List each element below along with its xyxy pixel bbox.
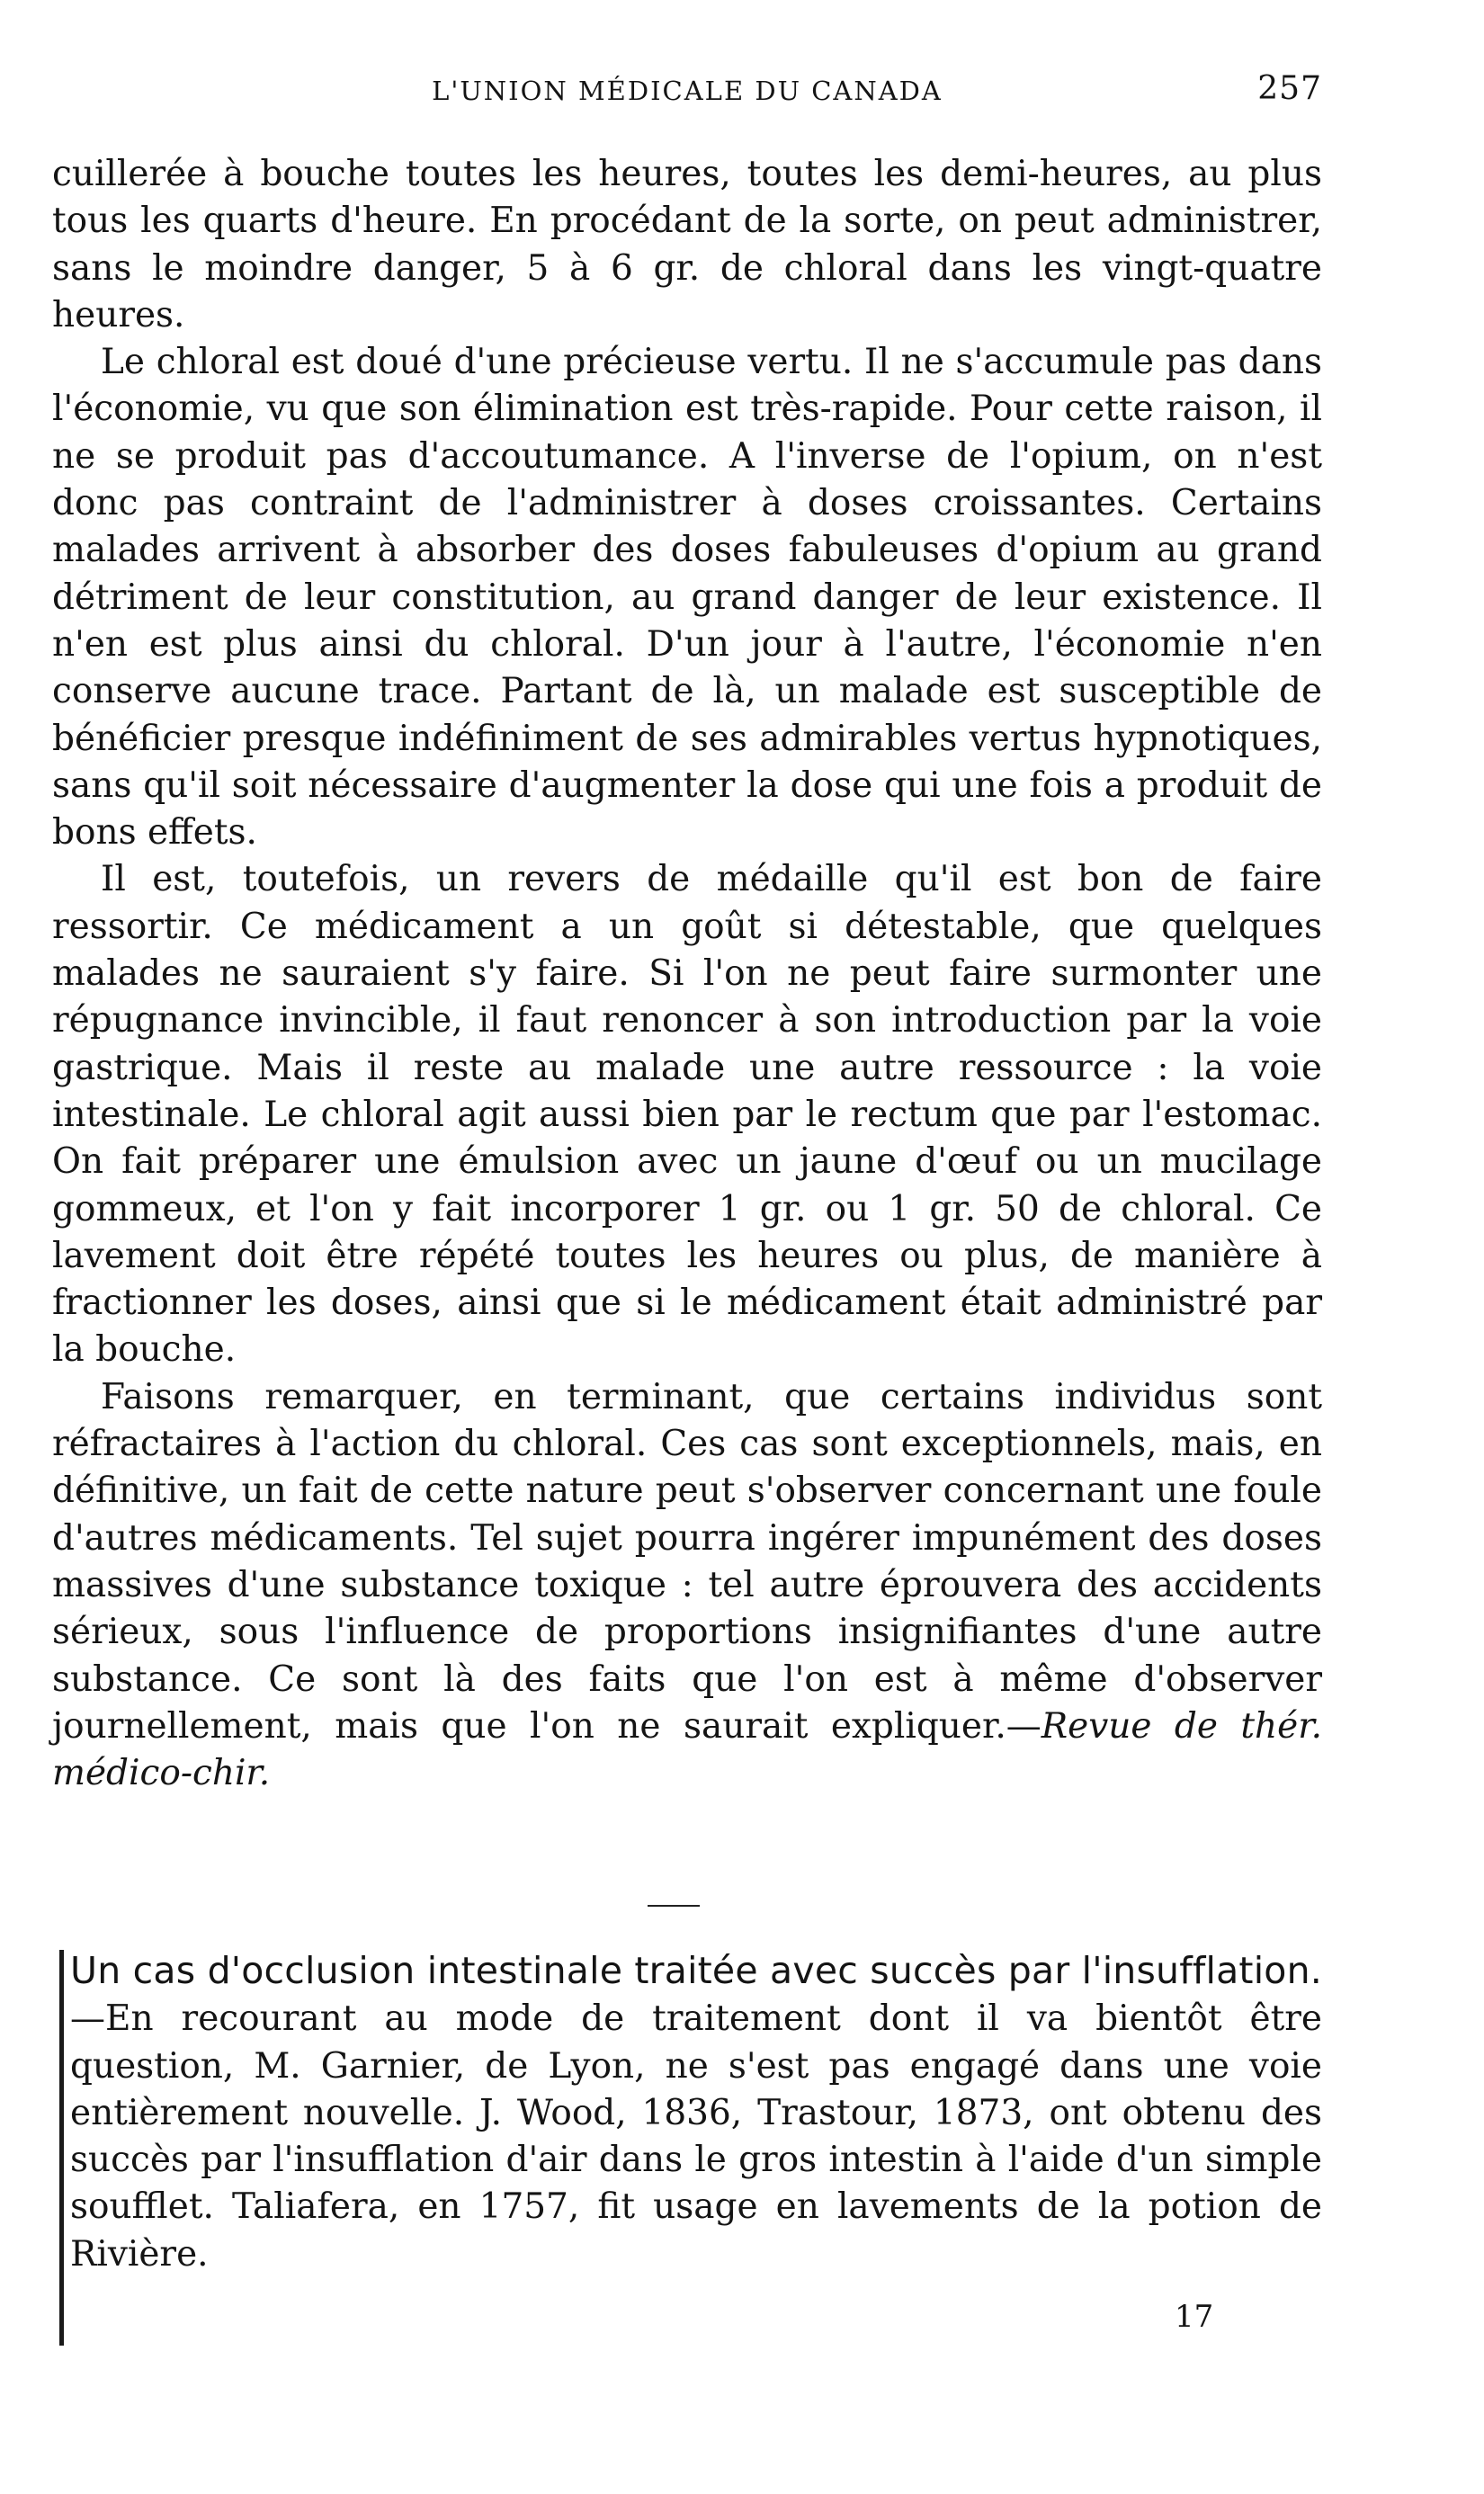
article-section bbox=[70, 1947, 1322, 2278]
paragraph-2: Le chloral est doué d'une précieuse vertu. Il ne s'accumule pas dans l'économie, vu que son élimination est très-rapide. Pour cette raison, il ne se produit pas d'accoutumance. A l'inverse de l'opium, on n'est donc pas contraint de l'administrer à doses croissantes. Certains malades arrivent à absorber des doses fabuleuses d'opium au grand détriment de leur constitution, au grand danger de leur existence. Il n'en est plus ainsi du chloral. D'un jour à l'autre, l'économie n'en conserve aucune trace. Partant de là, un malade est susceptible de bénéficier presque indéfiniment de ses admirables vertus hypnotiques, sans qu'il soit nécessaire d'augmenter la dose qui une fois a produit de bons effets. bbox=[52, 342, 1322, 854]
source-citation: Revue de thér. médico-chir. bbox=[52, 1705, 1323, 1794]
paragraph-4 bbox=[52, 1374, 1322, 1798]
running-head: L'UNION MÉDICALE DU CANADA bbox=[432, 76, 943, 106]
section-separator bbox=[648, 1905, 700, 1907]
article-title: Un cas d'occlusion intestinale traitée avec succès par l'insufflation. bbox=[70, 1949, 1322, 1992]
page-header bbox=[52, 70, 1322, 121]
paragraph-1: cuillerée à bouche toutes les heures, toutes les demi-heures, au plus tous les quarts d'heure. En procédant de la sorte, on peut administrer, sans le moindre danger, 5 à 6 gr. de chloral dans les vingt-quatre heures. bbox=[52, 154, 1322, 335]
article-text: —En recourant au mode de traitement dont il va bientôt être question, M. Garnier, de Lyon, ne s'est pas engagé dans une voie entièrement nouvelle. J. Wood, 1836, Trastour, 1873, ont obtenu des succès par l'insufflation d'air dans le gros intestin à l'aide d'un simple soufflet. Taliafera, en 1757, fit usage en lavements de la potion de Rivière. bbox=[70, 1998, 1322, 2275]
paragraph-4-text: Faisons remarquer, en terminant, que certains individus sont réfractaires à l'action du chloral. Ces cas sont exceptionnels, mais, en définitive, un fait de cette nature peut s'observer concernant une foule d'autres médicaments. Tel sujet pourra ingérer impunément des doses massives d'une substance toxique : tel autre éprouvera des accidents sérieux, sous l'influence de proportions insignifiantes d'une autre substance. Ce sont là des faits que l'on est à même d'observer journellement, mais que l'on ne saurait expliquer.— bbox=[52, 1376, 1322, 1747]
margin-bar bbox=[59, 1950, 64, 2346]
signature-mark: 17 bbox=[1175, 2299, 1214, 2335]
page-number: 257 bbox=[1257, 70, 1322, 107]
paragraph-3: Il est, toutefois, un revers de médaille qu'il est bon de faire ressortir. Ce médicament a un goût si détestable, que quelques malades ne sauraient s'y faire. Si l'on ne peut faire surmonter une répugnance invincible, il faut renoncer à son introduction par la voie gastrique. Mais il reste au malade une autre ressource : la voie intestinale. Le chloral agit aussi bien par le rectum que par l'estomac. On fait préparer une émulsion avec un jaune d'œuf ou un mucilage gommeux, et l'on y fait incorporer 1 gr. ou 1 gr. 50 de chloral. Ce lavement doit être répété toutes les heures ou plus, de manière à fractionner les doses, ainsi que si le médicament était administré par la bouche. bbox=[52, 859, 1322, 1371]
body-text bbox=[52, 151, 1322, 1797]
